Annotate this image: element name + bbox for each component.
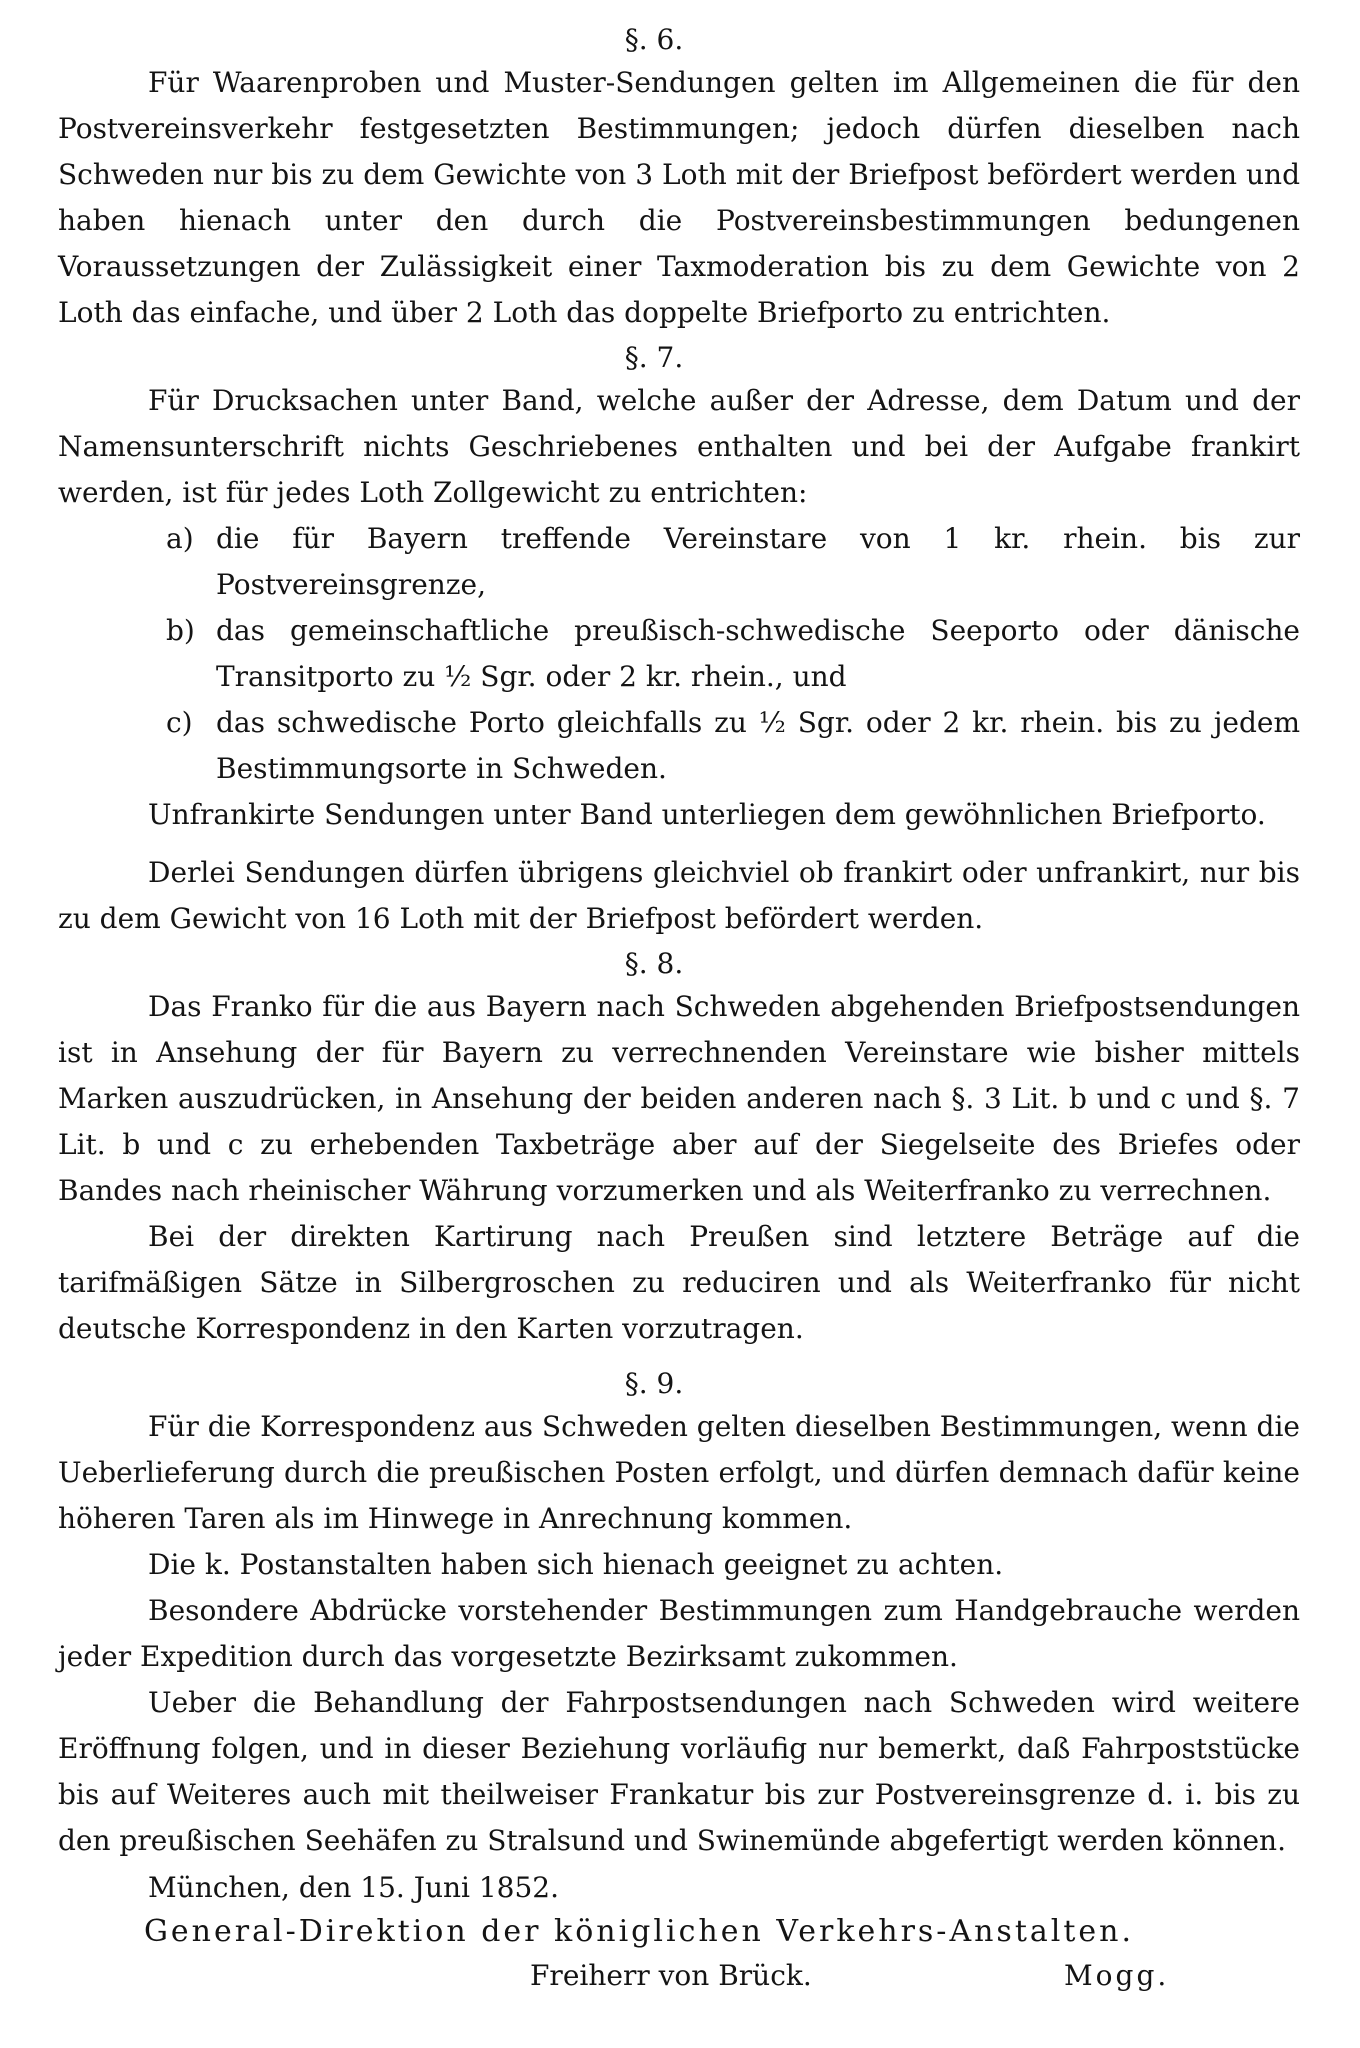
section-7-paragraph-unfranked: Unfrankirte Sendungen unter Band unterliegen dem gewöhnlichen Briefporto. <box>148 798 1266 831</box>
section-6-paragraph: Für Waarenproben und Muster-Sendungen gelten im Allgemeinen die für den Postvereinsverkehr festgesetzten Bestimmungen; jedoch dürfen dieselben nach Schweden nur bis zu dem Gewichte von 3 Loth mit der Briefpost befördert werden und haben hienach unter den durch die Postvereinsbestimmungen bedungenen Voraussetzungen der Zulässigkeit einer Taxmoderation bis zu dem Gewichte von 2 Loth das einfache, und über 2 Loth das doppelte Briefporto zu entrichten. <box>58 66 1300 329</box>
section-9-paragraph-correspondence: Für die Korrespondenz aus Schweden gelten dieselben Bestimmungen, wenn die Ueberlieferung durch die preußischen Posten erfolgt, und dürfen demnach dafür keine höheren Taren als im Hinwege in Anrechnung kommen. <box>58 1410 1300 1535</box>
section-7-paragraph-weight: Derlei Sendungen dürfen übrigens gleichviel ob frankirt oder unfrankirt, nur bis zu dem Gewicht von 16 Loth mit der Briefpost befördert werden. <box>58 856 1300 935</box>
list-item-text: das schwedische Porto gleichfalls zu ½ Sgr. oder 2 kr. rhein. bis zu jedem Bestimmungsorte in Schweden. <box>216 706 1300 785</box>
signature-brueck: Freiherr von Brück. <box>530 1959 812 1992</box>
place-and-date: München, den 15. Juni 1852. <box>148 1871 560 1904</box>
signatures <box>58 1954 1300 1998</box>
list-item <box>58 516 1300 608</box>
section-9-paragraph-postoffices: Die k. Postanstalten haben sich hienach geeignet zu achten. <box>148 1548 1004 1581</box>
section-6-heading: §. 6. <box>624 23 684 56</box>
section-9-heading: §. 9. <box>624 1367 684 1400</box>
section-9-paragraph-parcels: Ueber die Behandlung der Fahrpostsendungen nach Schweden wird weitere Eröffnung folgen, und in dieser Beziehung vorläufig nur bemerkt, daß Fahrpoststücke bis auf Weiteres auch mit theilweiser Frankatur bis zur Postvereinsgrenze d. i. bis zu den preußischen Seehäfen zu Stralsund und Swinemünde abgefertigt werden können. <box>58 1686 1300 1857</box>
issuing-authority: General-Direktion der königlichen Verkehrs-Anstalten. <box>143 1914 1135 1949</box>
list-item-mark: c) <box>166 706 193 739</box>
list-item <box>58 700 1300 792</box>
section-8-paragraph-franking: Das Franko für die aus Bayern nach Schweden abgehenden Briefpostsendungen ist in Ansehung der für Bayern zu verrechnenden Vereinstare wie bisher mittels Marken auszudrücken, in Ansehung der beiden anderen nach §. 3 Lit. b und c und §. 7 Lit. b und c zu erhebenden Taxbeträge aber auf der Siegelseite des Briefes oder Bandes nach rheinischer Währung vorzumerken und als Weiterfranko zu verrechnen. <box>58 990 1300 1207</box>
section-7-intro: Für Drucksachen unter Band, welche außer der Adresse, dem Datum und der Namensunterschrift nichts Geschriebenes enthalten und bei der Aufgabe frankirt werden, ist für jedes Loth Zollgewicht zu entrichten: <box>58 384 1300 509</box>
signature-mogg: Mogg. <box>1064 1959 1170 1992</box>
list-item <box>58 608 1300 700</box>
section-7-list <box>58 516 1300 792</box>
list-item-text: das gemeinschaftliche preußisch-schwedische Seeporto oder dänische Transitporto zu ½ Sgr. oder 2 kr. rhein., und <box>216 614 1300 693</box>
list-item-text: die für Bayern treffende Vereinstare von 1 kr. rhein. bis zur Postvereinsgrenze, <box>216 522 1300 601</box>
list-item-mark: a) <box>166 522 194 555</box>
list-item-mark: b) <box>166 614 195 647</box>
section-7-heading: §. 7. <box>624 341 684 374</box>
section-8-heading: §. 8. <box>624 947 684 980</box>
section-8-paragraph-prussia: Bei der direkten Kartirung nach Preußen sind letztere Beträge auf die tarifmäßigen Sätze in Silbergroschen zu reduciren und als Weiterfranko für nicht deutsche Korrespondenz in den Karten vorzutragen. <box>58 1220 1300 1345</box>
section-9-paragraph-prints: Besondere Abdrücke vorstehender Bestimmungen zum Handgebrauche werden jeder Expedition durch das vorgesetzte Bezirksamt zukommen. <box>58 1594 1300 1673</box>
